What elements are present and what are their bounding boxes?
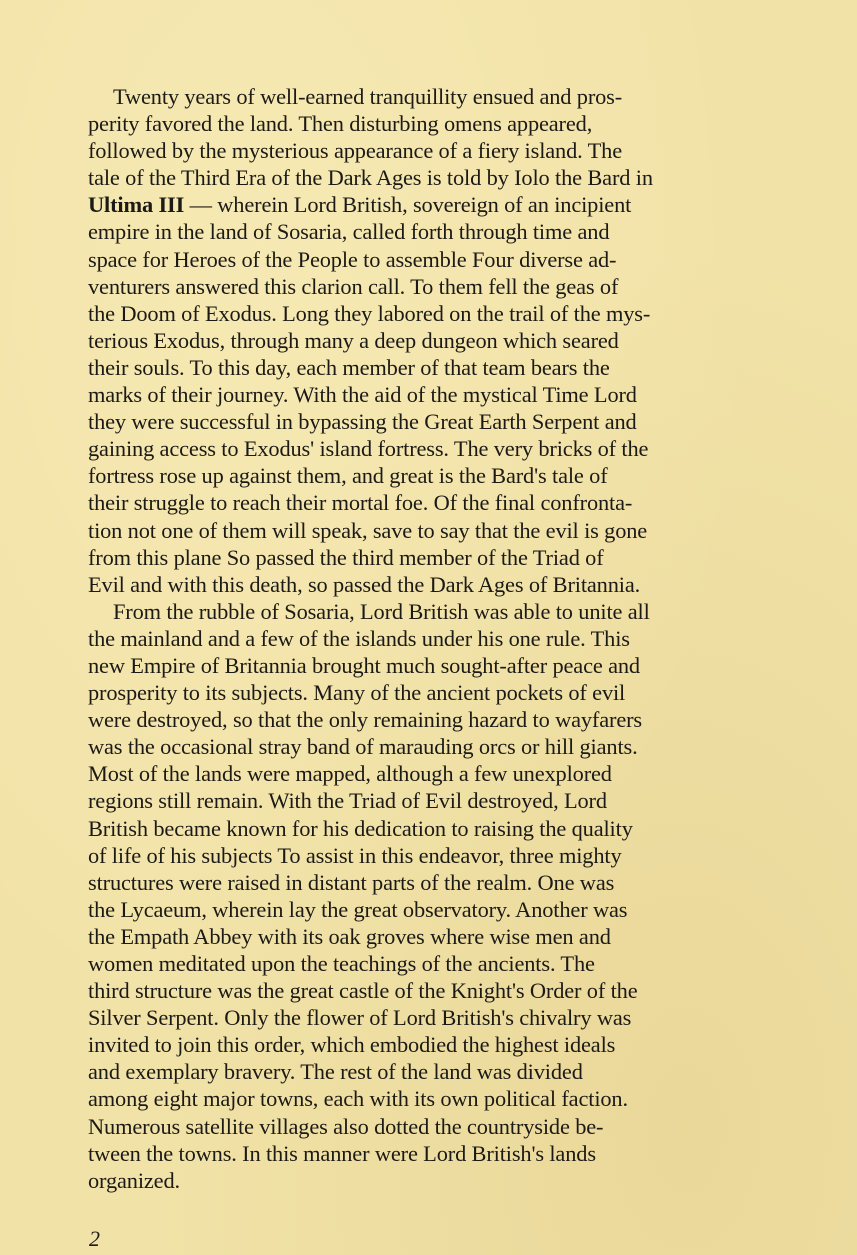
text-line bbox=[88, 191, 788, 218]
text-line: the mainland and a few of the islands under his one rule. This bbox=[88, 625, 630, 651]
text-line: tween the towns. In this manner were Lord British's lands bbox=[88, 1140, 596, 1166]
text-line: their souls. To this day, each member of that team bears the bbox=[88, 354, 610, 380]
page-number: 2 bbox=[89, 1226, 100, 1251]
text-line: they were successful in bypassing the Great Earth Serpent and bbox=[88, 409, 637, 435]
text-line: Evil and with this death, so passed the Dark Ages of Britannia. bbox=[88, 571, 641, 597]
text-line: regions still remain. With the Triad of Evil destroyed, Lord bbox=[88, 788, 607, 814]
game-title-bold: Ultima III bbox=[88, 192, 185, 218]
text-line: British became known for his dedication to raising the quality bbox=[88, 815, 633, 841]
body-text bbox=[88, 83, 788, 1194]
text-line: the Doom of Exodus. Long they labored on the trail of the mys- bbox=[88, 300, 651, 326]
text-line: was the occasional stray band of marauding orcs or hill giants. bbox=[88, 734, 638, 760]
text-line: followed by the mysterious appearance of a fiery island. The bbox=[88, 138, 622, 164]
text-line-rest: — wherein Lord British, sovereign of an incipient bbox=[184, 192, 632, 218]
text-line: from this plane So passed the third member of the Triad of bbox=[88, 544, 604, 570]
text-line: perity favored the land. Then disturbing omens appeared, bbox=[88, 111, 593, 137]
text-line: terious Exodus, through many a deep dungeon which seared bbox=[88, 327, 619, 353]
text-line: prosperity to its subjects. Many of the ancient pockets of evil bbox=[88, 680, 626, 706]
text-line: the Lycaeum, wherein lay the great observatory. Another was bbox=[88, 896, 628, 922]
text-line: Most of the lands were mapped, although a few unexplored bbox=[88, 761, 612, 787]
text-line: tale of the Third Era of the Dark Ages is told by Iolo the Bard in bbox=[88, 165, 653, 191]
text-line: and exemplary bravery. The rest of the land was divided bbox=[88, 1059, 583, 1085]
paragraph-1 bbox=[88, 83, 788, 598]
text-line: among eight major towns, each with its own political faction. bbox=[88, 1086, 628, 1112]
text-line: invited to join this order, which embodied the highest ideals bbox=[88, 1032, 616, 1058]
text-line: From the rubble of Sosaria, Lord British was able to unite all bbox=[113, 598, 650, 624]
text-line: Twenty years of well-earned tranquillity ensued and pros- bbox=[113, 84, 623, 109]
text-line: organized. bbox=[88, 1167, 180, 1193]
text-line: fortress rose up against them, and great is the Bard's tale of bbox=[88, 463, 608, 489]
text-line: venturers answered this clarion call. To them fell the geas of bbox=[88, 273, 619, 299]
text-line: third structure was the great castle of the Knight's Order of the bbox=[88, 978, 638, 1004]
text-line: new Empire of Britannia brought much sought-after peace and bbox=[88, 652, 640, 678]
text-line: their struggle to reach their mortal foe. Of the final confronta- bbox=[88, 490, 633, 516]
paragraph-2 bbox=[88, 598, 788, 1194]
text-line: Silver Serpent. Only the flower of Lord British's chivalry was bbox=[88, 1005, 632, 1031]
text-line: gaining access to Exodus' island fortress. The very bricks of the bbox=[88, 436, 649, 462]
text-line: tion not one of them will speak, save to say that the evil is gone bbox=[88, 517, 648, 543]
text-line: marks of their journey. With the aid of the mystical Time Lord bbox=[88, 382, 637, 408]
text-line: women meditated upon the teachings of the ancients. The bbox=[88, 951, 595, 976]
text-line: space for Heroes of the People to assemble Four diverse ad- bbox=[88, 246, 617, 272]
text-line: the Empath Abbey with its oak groves where wise men and bbox=[88, 923, 611, 949]
text-line: empire in the land of Sosaria, called forth through time and bbox=[88, 219, 610, 245]
text-line: of life of his subjects To assist in this endeavor, three mighty bbox=[88, 842, 622, 868]
text-line: were destroyed, so that the only remaining hazard to wayfarers bbox=[88, 707, 642, 733]
text-line: Numerous satellite villages also dotted the countryside be- bbox=[88, 1113, 604, 1139]
text-line: structures were raised in distant parts of the realm. One was bbox=[88, 869, 615, 895]
